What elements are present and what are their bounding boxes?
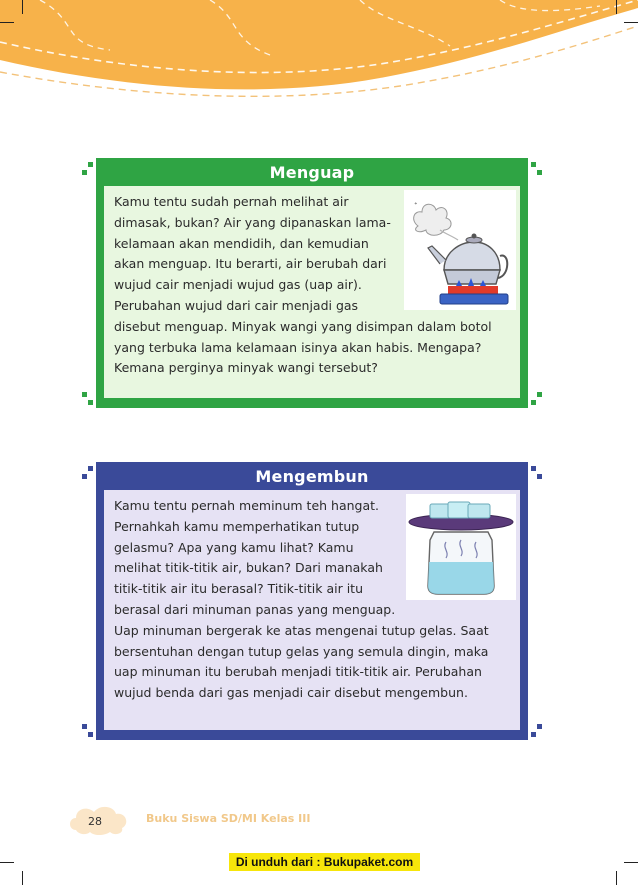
page-number: 28 [88, 815, 102, 828]
crop-mark [624, 862, 638, 863]
crop-mark [22, 0, 23, 14]
crop-mark [0, 22, 14, 23]
mengembun-box [96, 462, 528, 740]
svg-text:ᐩ: ᐩ [414, 201, 418, 211]
page-number-badge [66, 802, 132, 836]
book-title: Buku Siswa SD/MI Kelas III [146, 812, 311, 825]
menguap-box [96, 158, 528, 408]
jar-with-ice-lid-icon [406, 494, 516, 600]
mengembun-paragraph: Kamu tentu pernah meminum teh hangat. Pernahkah kamu memperhatikan tutup gelasmu? Apa yang kamu lihat? Kamu melihat titik-titik air, bukan? Dari manakah titik-titik air itu berasal? Titik-titik air itu berasal dari minuman panas yang menguap. Uap minuman bergerak ke atas mengenai tutup gelas. Saat bersentuhan dengan tutup gelas yang semula dingin, maka uap minuman itu berubah menjadi titik-titik air. Perubahan wujud benda dari gas menjadi cair disebut mengembun. [114, 498, 489, 701]
mengembun-title: Mengembun [255, 467, 369, 486]
menguap-content [104, 186, 520, 398]
crop-mark [616, 0, 617, 14]
mengembun-content [104, 490, 520, 730]
crop-mark [616, 871, 617, 885]
crop-mark [22, 871, 23, 885]
crop-mark [0, 862, 14, 863]
menguap-title: Menguap [269, 163, 355, 182]
kettle-on-stove-icon [404, 190, 516, 310]
crop-mark [624, 22, 638, 23]
header-decoration [0, 0, 638, 110]
menguap-paragraph: Kamu tentu sudah pernah melihat air dimasak, bukan? Air yang dipanaskan lama-kelamaan akan mendidih, dan kemudian akan menguap. Itu berarti, air berubah dari wujud cair menjadi wujud gas (uap air). Perubahan wujud dari cair menjadi gas disebut menguap. Minyak wangi yang disimpan dalam botol yang terbuka lama kelamaan isinya akan habis. Mengapa? Kemana perginya minyak wangi tersebut? [114, 194, 492, 376]
download-note[interactable]: Di unduh dari : Bukupaket.com [229, 853, 420, 871]
